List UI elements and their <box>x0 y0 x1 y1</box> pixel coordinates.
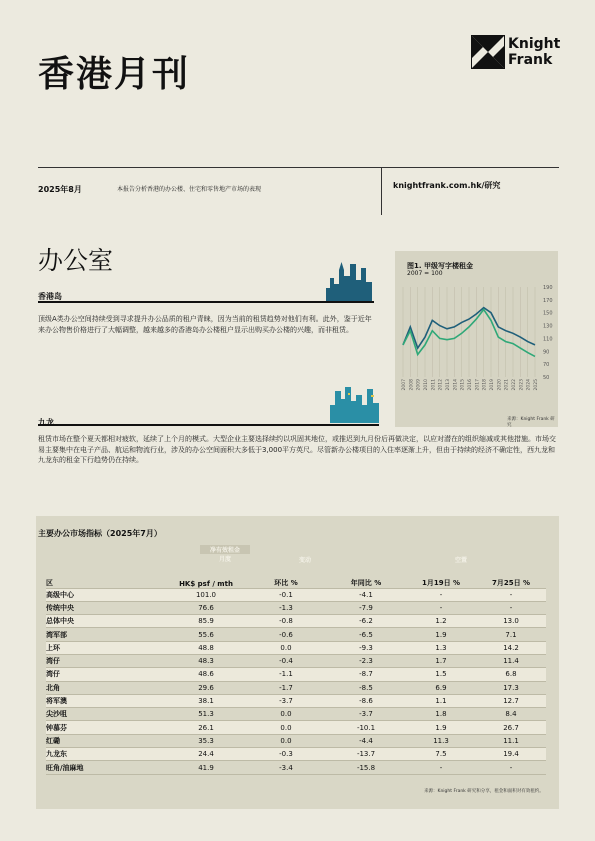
table-cell-value: -3.7 <box>326 708 406 721</box>
chart-x-tick-label: 2007 <box>402 379 407 391</box>
table-cell-value: 41.9 <box>166 761 246 774</box>
table-cell-value: -0.6 <box>246 628 326 641</box>
table-cell-value: -6.2 <box>326 615 406 628</box>
research-link[interactable]: knightfrank.com.hk/研究 <box>393 181 501 190</box>
header-vertical-divider <box>381 167 382 215</box>
table-cell-value: -0.4 <box>246 654 326 667</box>
chart-y-tick-label: 90 <box>543 349 550 356</box>
table-cell-value: - <box>476 761 546 774</box>
table-cell-value: 11.1 <box>476 734 546 747</box>
table-cell-value: 26.1 <box>166 721 246 734</box>
table-cell-value: -1.1 <box>246 668 326 681</box>
section-title-office: 办公室 <box>38 246 114 275</box>
table-row <box>46 641 546 654</box>
table-cell-value: -0.1 <box>246 588 326 601</box>
table-cell-value: 38.1 <box>166 694 246 707</box>
table-row <box>46 708 546 721</box>
chart-x-tick-label: 2022 <box>512 379 517 391</box>
table-cell-value: -1.7 <box>246 681 326 694</box>
table-cell-value: 1.5 <box>406 668 476 681</box>
chart-x-tick-label: 2023 <box>519 379 525 391</box>
table-cell-value: -2.3 <box>326 654 406 667</box>
table-cell-district: 传统中央 <box>46 601 166 614</box>
chart-x-tick-label: 2017 <box>475 379 481 391</box>
rent-line-chart <box>395 277 558 407</box>
kowloon-divider <box>38 424 379 426</box>
table-row <box>46 761 546 774</box>
table-group-monthly: 月度 <box>218 556 231 563</box>
table-cell-value: -13.7 <box>326 748 406 761</box>
kowloon-paragraph: 租赁市场在整个夏天都相对疲软，延续了上个月的模式。大型企业主要选择续约以巩固其地位，或推迟到九月份后再做决定，以应对潜在的组织缩减或其他措施。市场交易主要集中在电子产品、航运和物流行业，涉及的办公空间面积大多低于3,000平方英尺。尽管新办公楼项目的入住率逐渐上升，但由于持续的经济不确定性，西九龙和九龙东的租金下行趋势仍在持续。 <box>38 435 556 464</box>
table-cell-value: 29.6 <box>166 681 246 694</box>
table-cell-district: 高级中心 <box>46 588 166 601</box>
table-header-row <box>46 568 546 588</box>
table-row <box>46 694 546 707</box>
table-cell-value: 1.9 <box>406 628 476 641</box>
knight-frank-logo-icon <box>471 35 505 69</box>
table-cell-district: 红磡 <box>46 734 166 747</box>
chart-x-tick-label: 2016 <box>468 379 473 391</box>
chart-x-tick-label: 2011 <box>431 379 437 391</box>
table-cell-value: -7.9 <box>326 601 406 614</box>
table-cell-value: 0.0 <box>246 734 326 747</box>
table-cell-value: -10.1 <box>326 721 406 734</box>
table-cell-value: -8.7 <box>326 668 406 681</box>
table-cell-value: -0.3 <box>246 748 326 761</box>
table-row <box>46 654 546 667</box>
table-group-change: 变动 <box>298 557 311 564</box>
table-cell-value: 0.0 <box>246 708 326 721</box>
chart-x-tick-label: 2012 <box>438 379 444 391</box>
table-cell-value: -9.3 <box>326 641 406 654</box>
table-cell-district: 旺角/油麻地 <box>46 761 166 774</box>
hk-island-skyline-icon <box>324 258 374 303</box>
chart-x-tick-label: 2013 <box>446 379 451 391</box>
chart-y-tick-label: 130 <box>543 323 553 330</box>
table-row <box>46 681 546 694</box>
chart-y-tick-label: 110 <box>543 336 553 343</box>
table-cell-value: 19.4 <box>476 748 546 761</box>
table-cell-value: 17.3 <box>476 681 546 694</box>
table-cell-value: 24.4 <box>166 748 246 761</box>
table-row <box>46 615 546 628</box>
chart-x-tick-label: 2018 <box>482 379 488 391</box>
table-cell-value: - <box>406 761 476 774</box>
chart-x-tick-label: 2014 <box>453 379 459 391</box>
chart-x-tick-label: 2019 <box>490 379 495 391</box>
col-header-jul25: 7月25日 % <box>476 568 546 588</box>
table-title: 主要办公市场指标（2025年7月） <box>38 529 162 538</box>
table-cell-value: 26.7 <box>476 721 546 734</box>
table-cell-value: 76.6 <box>166 601 246 614</box>
rent-chart-panel <box>395 251 558 427</box>
hk-island-heading: 香港岛 <box>38 292 62 301</box>
col-header-district: 区 <box>46 568 166 588</box>
table-cell-district: 九龙东 <box>46 748 166 761</box>
table-cell-value: 8.4 <box>476 708 546 721</box>
table-cell-value: 48.8 <box>166 641 246 654</box>
table-cell-value: 11.3 <box>406 734 476 747</box>
chart-y-tick-label: 150 <box>543 310 553 317</box>
col-header-mom: 环比 % <box>246 568 326 588</box>
table-cell-value: 101.0 <box>166 588 246 601</box>
table-cell-value: 55.6 <box>166 628 246 641</box>
table-cell-district: 总体中央 <box>46 615 166 628</box>
hk-island-divider <box>38 301 374 303</box>
chart-x-tick-label: 2024 <box>526 379 532 391</box>
table-cell-value: 48.6 <box>166 668 246 681</box>
table-cell-value: 6.9 <box>406 681 476 694</box>
table-cell-value: 7.5 <box>406 748 476 761</box>
chart-x-tick-label: 2020 <box>497 379 503 391</box>
table-row <box>46 588 546 601</box>
table-cell-district: 将军澳 <box>46 694 166 707</box>
hk-island-paragraph: 顶级A类办公空间持续受到寻求提升办公品质的租户青睐，因为当前的租赁趋势对他们有利。此外，鉴于近年来办公物售价格进行了大幅调整，越来越多的香港岛办公楼租户显示出购买办公楼的兴趣，而非租赁。 <box>38 315 372 334</box>
table-cell-district: 北角 <box>46 681 166 694</box>
chart-subtitle: 2007 = 100 <box>407 270 443 277</box>
col-header-rent: HK$ psf / mth <box>166 568 246 588</box>
office-indicators-table <box>46 568 546 775</box>
table-cell-district: 上环 <box>46 641 166 654</box>
col-header-jan19: 1月19日 % <box>406 568 476 588</box>
table-cell-value: - <box>406 601 476 614</box>
chart-y-tick-label: 190 <box>543 285 553 291</box>
chart-x-tick-label: 2021 <box>504 379 510 391</box>
table-cell-value: 12.7 <box>476 694 546 707</box>
table-cell-value: -8.5 <box>326 681 406 694</box>
table-cell-value: 1.7 <box>406 654 476 667</box>
table-cell-value: 85.9 <box>166 615 246 628</box>
table-cell-value: 0.0 <box>246 641 326 654</box>
kowloon-skyline-icon <box>330 383 380 423</box>
table-cell-value: -1.3 <box>246 601 326 614</box>
chart-x-tick-label: 2010 <box>424 379 429 391</box>
table-group-vacancy: 空置 <box>454 557 467 564</box>
chart-x-tick-label: 2025 <box>534 379 539 391</box>
table-cell-district: 钟慕芬 <box>46 721 166 734</box>
col-header-yoy: 年同比 % <box>326 568 406 588</box>
table-cell-value: 1.1 <box>406 694 476 707</box>
issue-date: 2025年8月 <box>38 185 82 194</box>
table-cell-value: -4.1 <box>326 588 406 601</box>
chart-y-tick-label: 170 <box>543 297 553 304</box>
table-cell-value: -8.6 <box>326 694 406 707</box>
table-cell-value: 1.2 <box>406 615 476 628</box>
table-cell-district: 湾仔 <box>46 654 166 667</box>
table-cell-value: 51.3 <box>166 708 246 721</box>
table-cell-value: -3.7 <box>246 694 326 707</box>
table-cell-value: 1.9 <box>406 721 476 734</box>
table-cell-value: 14.2 <box>476 641 546 654</box>
table-cell-district: 尖沙咀 <box>46 708 166 721</box>
table-row <box>46 734 546 747</box>
header-divider <box>38 167 559 168</box>
table-cell-value: 6.8 <box>476 668 546 681</box>
table-cell-value: 7.1 <box>476 628 546 641</box>
table-cell-value: -6.5 <box>326 628 406 641</box>
table-cell-value: - <box>476 601 546 614</box>
report-description: 本报告分析香港的办公楼、住宅和零售地产市场的表现 <box>117 186 262 193</box>
table-cell-value: -15.8 <box>326 761 406 774</box>
table-row <box>46 721 546 734</box>
chart-y-tick-label: 50 <box>543 375 550 381</box>
chart-title: 图1. 甲级写字楼租金 <box>407 262 473 270</box>
chart-x-tick-label: 2015 <box>460 379 466 391</box>
table-cell-district: 湾仔 <box>46 668 166 681</box>
table-row <box>46 601 546 614</box>
table-cell-value: 48.3 <box>166 654 246 667</box>
table-cell-value: -3.4 <box>246 761 326 774</box>
table-cell-district: 湾军部 <box>46 628 166 641</box>
table-group-rent: 净有效租金 <box>200 545 250 554</box>
table-cell-value: -0.8 <box>246 615 326 628</box>
table-cell-value: 35.3 <box>166 734 246 747</box>
logo-line-2: Frank <box>508 52 553 68</box>
company-logo <box>471 35 561 71</box>
table-cell-value: 1.8 <box>406 708 476 721</box>
chart-x-tick-label: 2009 <box>416 379 422 391</box>
table-row <box>46 748 546 761</box>
chart-y-tick-label: 70 <box>543 362 550 369</box>
table-cell-value: -4.4 <box>326 734 406 747</box>
table-cell-value: 11.4 <box>476 654 546 667</box>
table-cell-value: 13.0 <box>476 615 546 628</box>
office-indicators-panel <box>36 516 559 809</box>
table-cell-value: 0.0 <box>246 721 326 734</box>
logo-line-1: Knight <box>508 36 561 52</box>
table-row <box>46 628 546 641</box>
table-row <box>46 668 546 681</box>
table-cell-value: - <box>406 588 476 601</box>
page-title: 香港月刊 <box>38 54 191 95</box>
chart-source: 来源：Knight Frank 研究 <box>507 417 555 428</box>
chart-x-tick-label: 2008 <box>409 379 415 391</box>
kowloon-heading: 九龙 <box>38 418 54 427</box>
table-source: 来源：Knight Frank 研究和分享，租金和面积对有效租约。 <box>424 789 544 794</box>
table-cell-value: - <box>476 588 546 601</box>
table-cell-value: 1.3 <box>406 641 476 654</box>
